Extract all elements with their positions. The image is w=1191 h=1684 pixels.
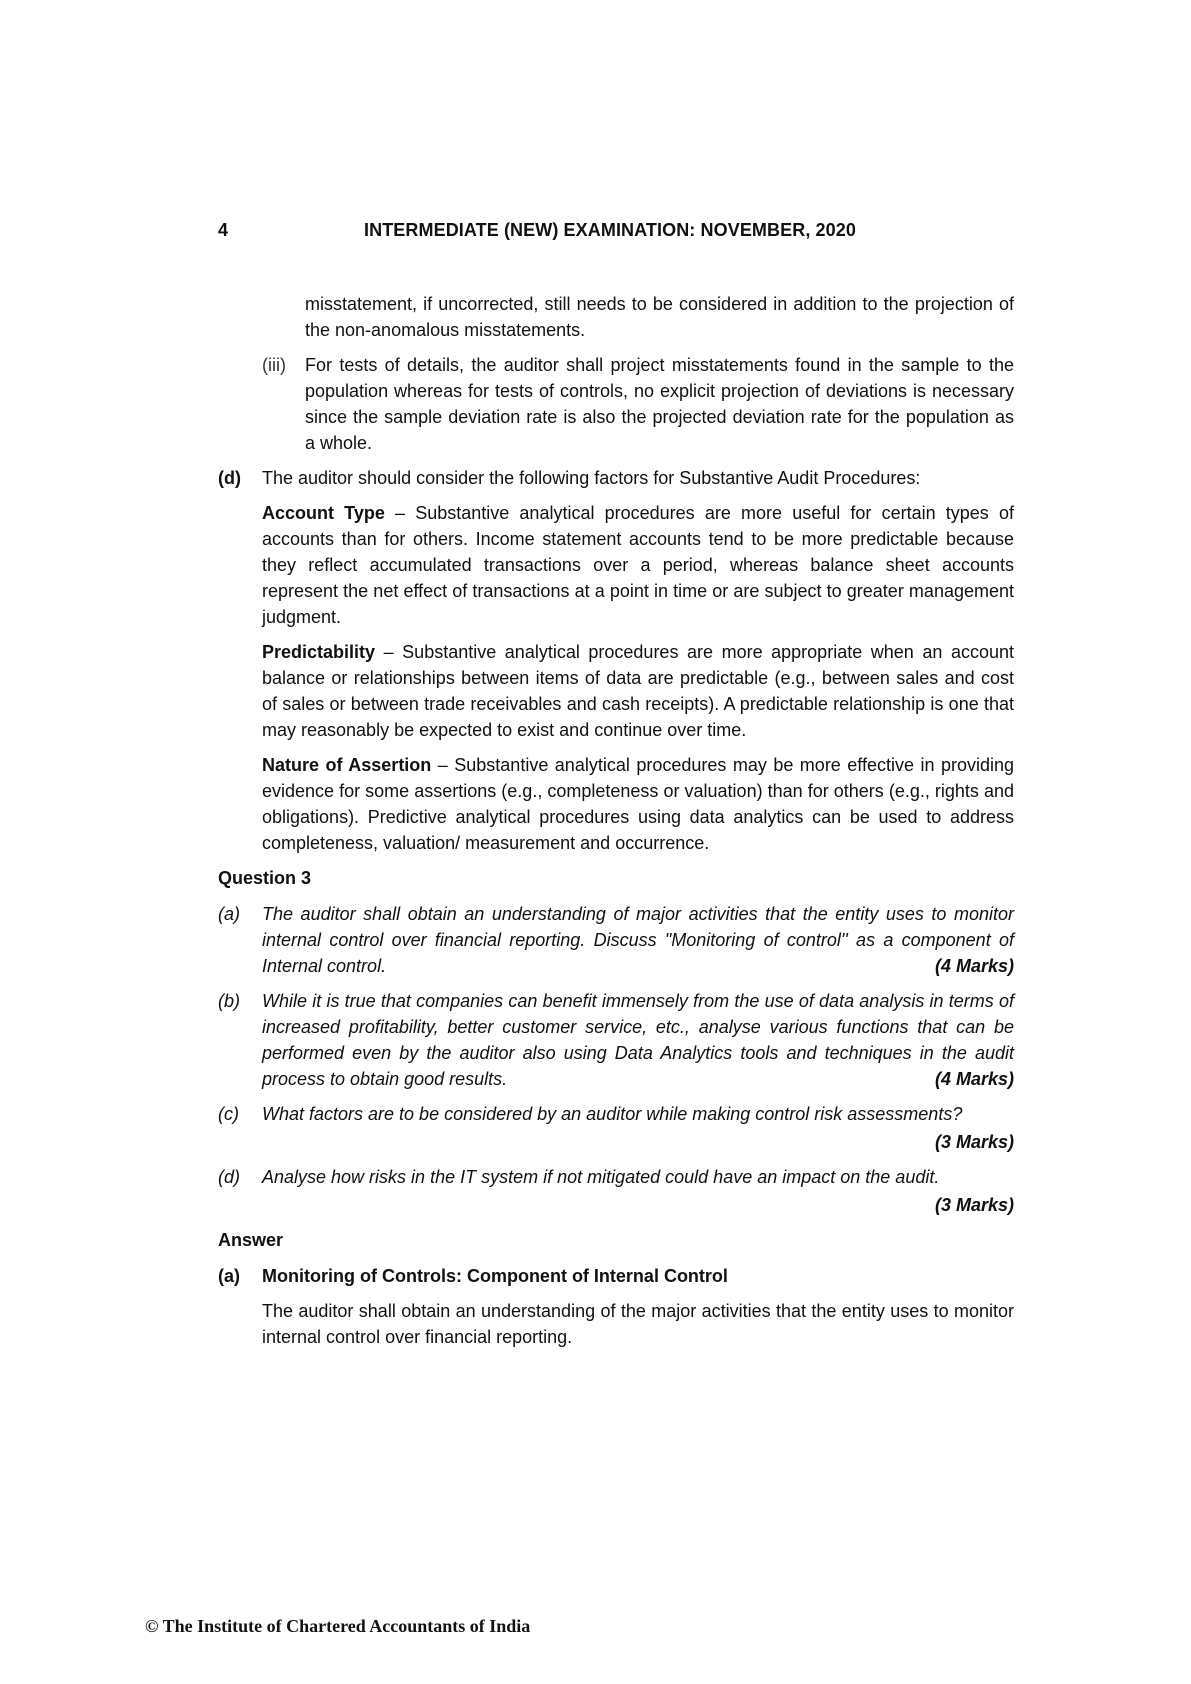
question-body: The auditor shall obtain an understanding of major activities that the entity uses to monitor internal control over financial reporting. Discuss "Monitoring of control'' as a component of Internal control. <box>262 904 1014 976</box>
page-number: 4 <box>218 220 229 240</box>
factor-term: Predictability <box>262 642 376 662</box>
marks-badge: (4 Marks) <box>934 956 1014 976</box>
factor-term: Nature of Assertion <box>262 755 432 775</box>
question-item-d <box>218 1164 1014 1190</box>
answer-heading: Answer <box>218 1230 284 1250</box>
factor-text: – Substantive analytical procedures are more useful for certain types of accounts than for others. Income statement accounts tend to be more predictable because they reflect accumulated transactions over a period, whereas balance sheet accounts represent the net effect of transactions at a point in time or are subject to greater management judgment. <box>262 503 1014 627</box>
list-item-iii <box>218 352 1014 456</box>
factor-term: Account Type <box>262 503 385 523</box>
factor-text: – Substantive analytical procedures may be more effective in providing evidence for some assertions (e.g., completeness or valuation) than for others (e.g., rights and obligations). Predictive analytical procedures using data analytics can be used to address completeness, valuation/ measurement and occurrence. <box>262 755 1015 853</box>
answer-label: (a) <box>218 1266 240 1286</box>
question-item-a <box>218 901 1014 979</box>
marks-badge: (4 Marks) <box>934 1069 1014 1089</box>
question-heading: Question 3 <box>218 868 312 888</box>
page-body <box>218 291 1014 1350</box>
question-text <box>262 901 1014 979</box>
answer-title: Monitoring of Controls: Component of Internal Control <box>262 1266 728 1286</box>
question-label: (d) <box>218 1167 240 1187</box>
factor-text: – Substantive analytical procedures are more appropriate when an account balance or relationships between items of data are predictable (e.g., between sales and cost of sales or between trade receivables and cash receipts). A predictable relationship is one that may reasonably be expected to exist and continue over time. <box>262 642 1014 740</box>
question-body: While it is true that companies can benefit immensely from the use of data analysis in terms of increased profitability, better customer service, etc., analyse various functions that can be performed even by the auditor also using Data Analytics tools and techniques in the audit process to obtain good results. <box>262 991 1014 1089</box>
part-d-label: (d) <box>218 468 241 488</box>
answer-part-a-heading <box>218 1263 1014 1289</box>
page-title: INTERMEDIATE (NEW) EXAMINATION: NOVEMBER, 2020 <box>364 220 856 240</box>
list-item-label: (iii) <box>262 355 286 375</box>
copyright-footer: © The Institute of Chartered Accountants of India <box>145 1616 531 1636</box>
question-label: (a) <box>218 904 240 924</box>
factor-account-type <box>262 500 1014 630</box>
part-d <box>218 465 1014 491</box>
question-text: Analyse how risks in the IT system if not mitigated could have an impact on the audit. <box>262 1167 940 1187</box>
factor-nature-of-assertion <box>262 752 1014 856</box>
question-text <box>262 988 1014 1092</box>
continuation-paragraph: misstatement, if uncorrected, still needs to be considered in addition to the projection of the non-anomalous misstatements. <box>305 294 1014 340</box>
question-item-b <box>218 988 1014 1092</box>
question-item-c <box>218 1101 1014 1127</box>
part-d-intro: The auditor should consider the following factors for Substantive Audit Procedures: <box>262 468 921 488</box>
marks-badge: (3 Marks) <box>934 1195 1014 1215</box>
question-text: What factors are to be considered by an auditor while making control risk assessments? <box>262 1104 963 1124</box>
question-label: (b) <box>218 991 240 1011</box>
factor-predictability <box>262 639 1014 743</box>
question-label: (c) <box>218 1104 239 1124</box>
marks-badge: (3 Marks) <box>934 1132 1014 1152</box>
list-item-text: For tests of details, the auditor shall project misstatements found in the sample to the population whereas for tests of controls, no explicit projection of deviations is necessary since the sample deviation rate is also the projected deviation rate for the population as a whole. <box>305 355 1014 453</box>
answer-paragraph: The auditor shall obtain an understanding of the major activities that the entity uses to monitor internal control over financial reporting. <box>262 1301 1014 1347</box>
